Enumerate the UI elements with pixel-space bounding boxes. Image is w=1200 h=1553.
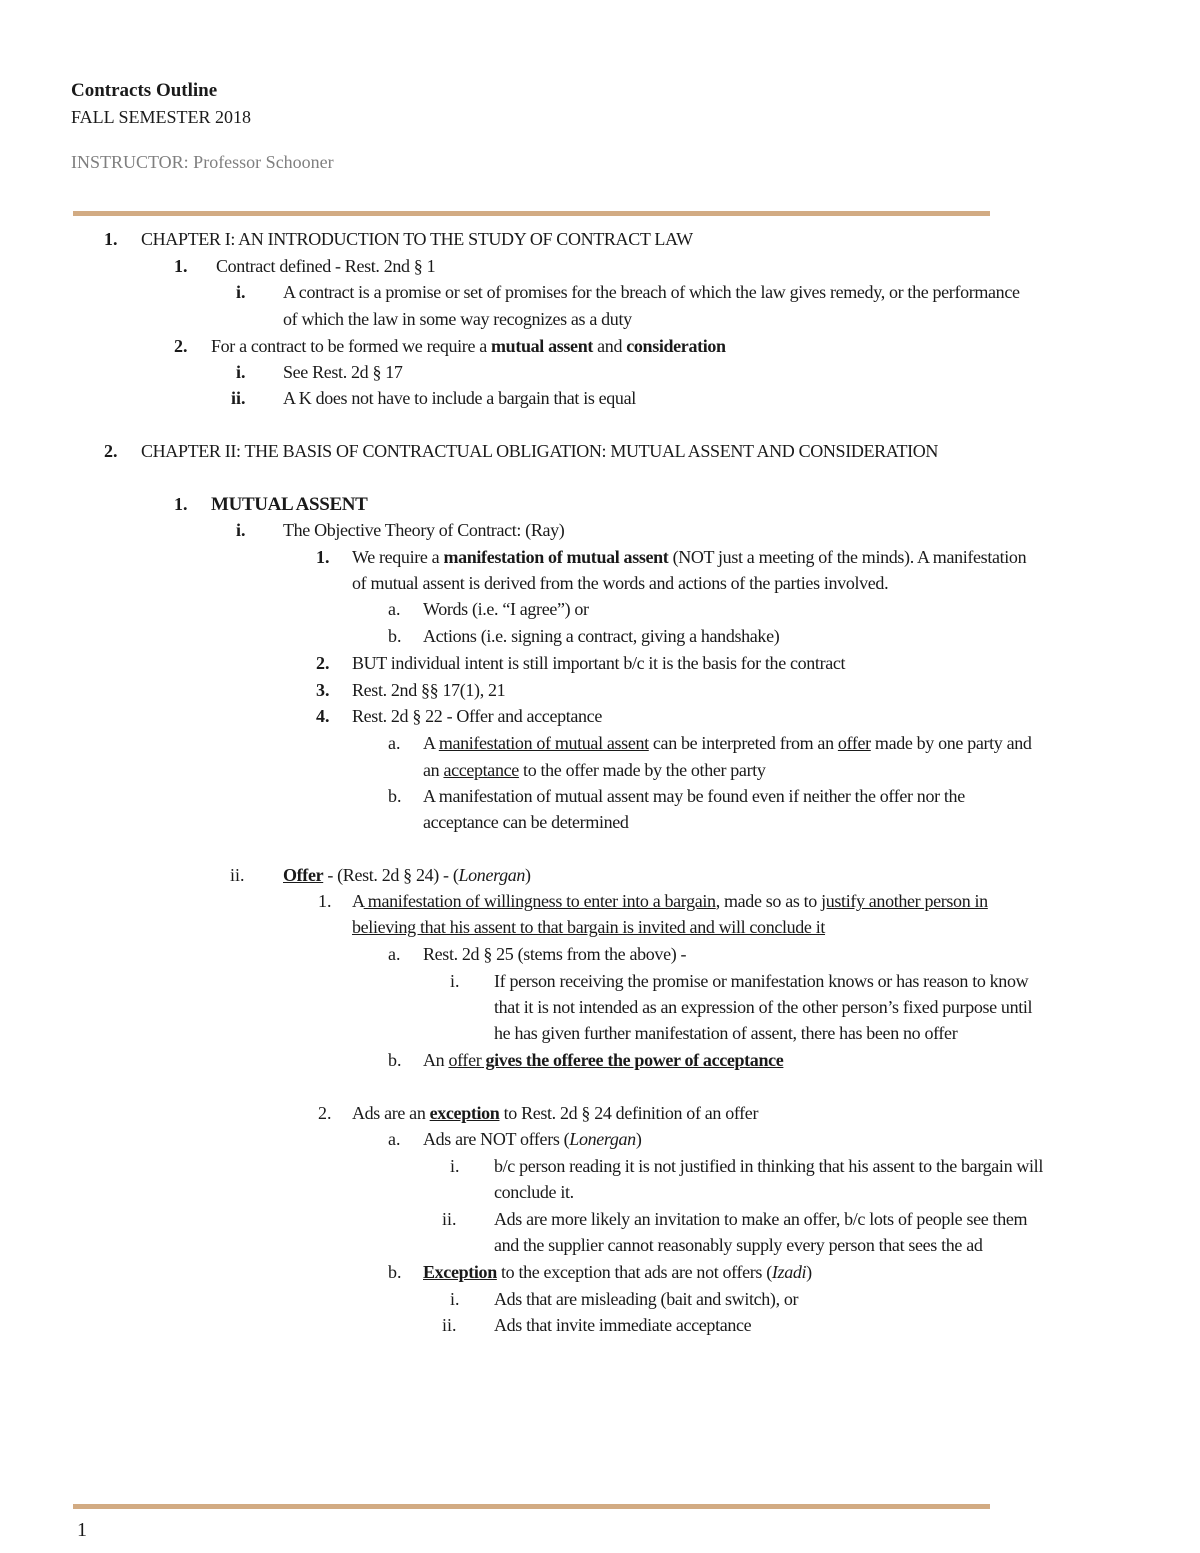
objective-point-4-b-line-1: A manifestation of mutual assent may be found even if neither the offer nor the [423, 786, 965, 806]
objective-point-1-b-letter: b. [388, 626, 402, 646]
offer-section-number: ii. [230, 865, 245, 885]
ch1-item-2-sub-1-number: i. [236, 362, 246, 382]
offer-point-1-pre: A [352, 891, 364, 911]
objective-point-4-number: 4. [316, 706, 330, 726]
offer-point-2-text [352, 1100, 758, 1127]
offer-point-2-a-i-line-1: b/c person reading it is not justified in thinking that his assent to the bargain will [494, 1156, 1043, 1176]
offer-section-title [283, 862, 531, 889]
offer-point-2-b-case: Izadi [771, 1262, 807, 1282]
objective-point-3-number: 3. [316, 680, 330, 700]
chapter-2-title: CHAPTER II: THE BASIS OF CONTRACTUAL OBLIGATION: MUTUAL ASSENT AND CONSIDERATION [141, 441, 939, 461]
offer-point-1-line-1 [352, 888, 988, 915]
ch1-item-2-text-pre: For a contract to be formed we require a [211, 336, 492, 356]
ch1-item-2-text-mid: and [593, 336, 627, 356]
offer-point-2-post: to Rest. 2d § 24 definition of an offer [499, 1103, 759, 1123]
offer-point-1-a-i-line-2: that it is not intended as an expression of the other person’s fixed purpose until [494, 997, 1033, 1017]
offer-point-2-b-letter: b. [388, 1262, 402, 1282]
offer-point-1-number: 1. [318, 891, 332, 911]
objective-point-1-number: 1. [316, 547, 330, 567]
offer-point-1-a-text: Rest. 2d § 25 (stems from the above) - [423, 944, 687, 964]
offer-point-1-b-text [423, 1047, 783, 1074]
point-4-a-line-2-underline: acceptance [443, 760, 519, 780]
objective-point-2-number: 2. [316, 653, 330, 673]
offer-point-2-b-ii-text: Ads that invite immediate acceptance [494, 1315, 752, 1335]
objective-point-1-pre: We require a [352, 547, 444, 567]
offer-point-1-b-underline: offer [448, 1050, 482, 1070]
mutual-assent-section-number: 1. [174, 494, 188, 514]
offer-point-1-line-2 [352, 914, 825, 941]
offer-point-1-a-i-line-1: If person receiving the promise or manifestation knows or has reason to know [494, 971, 1029, 991]
offer-point-1-a-i-number: i. [450, 971, 460, 991]
exception-to-exception-term: Exception [423, 1262, 497, 1282]
offer-point-1-a-i-line-3: he has given further manifestation of assent, there has been no offer [494, 1023, 958, 1043]
offer-point-2-a-letter: a. [388, 1129, 401, 1149]
ch1-item-2-text [211, 333, 726, 360]
offer-point-2-a-post: ) [635, 1129, 642, 1149]
ch1-item-1-sub-1-line-2: of which the law in some way recognizes as a duty [283, 309, 632, 329]
offer-point-2-a-i-number: i. [450, 1156, 460, 1176]
ch1-item-2-sub-2-number: ii. [231, 388, 246, 408]
offer-point-2-a-ii-line-2: and the supplier cannot reasonably supply every person that sees the ad [494, 1235, 983, 1255]
offer-point-2-number: 2. [318, 1103, 332, 1123]
ch1-item-1-text: Contract defined - Rest. 2nd § 1 [216, 256, 436, 276]
footer-divider [73, 1504, 990, 1509]
offer-title-term: Offer [283, 865, 324, 885]
semester-line: FALL SEMESTER 2018 [71, 107, 252, 127]
chapter-2-number: 2. [104, 441, 118, 461]
consideration-term: consideration [626, 336, 726, 356]
offer-point-1-line-2-underline: believing that his assent to that bargain is invited and will conclude it [352, 917, 826, 937]
offer-point-2-b-post: to the exception that ads are not offers ( [496, 1262, 772, 1282]
offer-point-2-a-case: Lonergan [569, 1129, 636, 1149]
header-divider [73, 211, 990, 216]
mutual-assent-section-title: MUTUAL ASSENT [211, 494, 368, 515]
offer-point-2-a-ii-line-1: Ads are more likely an invitation to make an offer, b/c lots of people see them [494, 1209, 1028, 1229]
ch1-item-1-sub-1-line-1: A contract is a promise or set of promises for the breach of which the law gives remedy, or the performance [283, 282, 1020, 302]
objective-point-4-b-letter: b. [388, 786, 402, 806]
point-4-a-underline-1: manifestation of mutual assent [438, 733, 649, 753]
document-title: Contracts Outline [71, 80, 218, 101]
ch1-item-1-sub-1-number: i. [236, 282, 246, 302]
objective-point-3-text: Rest. 2nd §§ 17(1), 21 [352, 680, 506, 700]
offer-case-lonergan: Lonergan [458, 865, 526, 885]
objective-point-4-a-letter: a. [388, 733, 401, 753]
objective-point-2-text: BUT individual intent is still important b/c it is the basis for the contract [352, 653, 846, 673]
ch1-item-2-sub-1-text: See Rest. 2d § 17 [283, 362, 403, 382]
offer-point-1-mid: , made so as to [715, 891, 822, 911]
offer-point-1-a-letter: a. [388, 944, 401, 964]
objective-point-1-post: (NOT just a meeting of the minds). A manifestation [668, 547, 1027, 567]
objective-point-1-a-letter: a. [388, 599, 401, 619]
offer-point-1-b-letter: b. [388, 1050, 402, 1070]
objective-point-4-a-line-2 [423, 757, 766, 784]
point-4-a-post: made by one party and [870, 733, 1032, 753]
offer-point-1-b-pre: An [423, 1050, 449, 1070]
point-4-a-line-2-post: to the offer made by the other party [518, 760, 766, 780]
ch1-item-2-sub-2-text: A K does not have to include a bargain that is equal [283, 388, 636, 408]
offer-point-2-b-i-text: Ads that are misleading (bait and switch), or [494, 1289, 799, 1309]
objective-point-1-line-1 [352, 544, 1026, 571]
objective-point-1-a-text: Words (i.e. “I agree”) or [423, 599, 589, 619]
offer-title-close: ) [525, 865, 531, 885]
page-number: 1 [77, 1519, 87, 1541]
objective-point-1-line-2: of mutual assent is derived from the words and actions of the parties involved. [352, 573, 889, 593]
offer-point-2-a-i-line-2: conclude it. [494, 1182, 574, 1202]
offer-point-2-b-i-number: i. [450, 1289, 460, 1309]
point-4-a-mid: can be interpreted from an [648, 733, 838, 753]
objective-point-4-a-line-1 [423, 730, 1032, 757]
offer-point-2-a-ii-number: ii. [442, 1209, 457, 1229]
instructor-line: INSTRUCTOR: Professor Schooner [71, 152, 334, 172]
chapter-1-title: CHAPTER I: AN INTRODUCTION TO THE STUDY OF CONTRACT LAW [141, 229, 693, 249]
exception-term: exception [429, 1103, 500, 1123]
point-4-a-line-2-pre: an [423, 760, 444, 780]
chapter-1-number: 1. [104, 229, 118, 249]
point-4-a-pre: A [423, 733, 439, 753]
ch1-item-2-number: 2. [174, 336, 188, 356]
offer-point-1-underline-1: manifestation of willingness to enter into a bargain [363, 891, 716, 911]
objective-theory-number: i. [236, 520, 246, 540]
offer-point-1-b-underline-bold: gives the offeree the power of acceptance [481, 1050, 784, 1070]
objective-point-1-b-text: Actions (i.e. signing a contract, giving a handshake) [423, 626, 780, 646]
offer-point-2-a-pre: Ads are NOT offers ( [423, 1129, 570, 1149]
ch1-item-1-number: 1. [174, 256, 188, 276]
objective-point-4-text: Rest. 2d § 22 - Offer and acceptance [352, 706, 602, 726]
offer-point-2-a-text [423, 1126, 642, 1153]
offer-point-2-b-end: ) [806, 1262, 812, 1282]
point-4-a-underline-2: offer [837, 733, 871, 753]
objective-theory-title: The Objective Theory of Contract: (Ray) [283, 520, 565, 540]
objective-point-1-bold: manifestation of mutual assent [443, 547, 669, 567]
mutual-assent-term: mutual assent [491, 336, 593, 356]
offer-title-ref: - (Rest. 2d § 24) - ( [323, 865, 459, 885]
offer-point-2-b-ii-number: ii. [442, 1315, 457, 1335]
offer-point-2-b-text [423, 1259, 812, 1286]
objective-point-4-b-line-2: acceptance can be determined [423, 812, 629, 832]
offer-point-2-pre: Ads are an [352, 1103, 430, 1123]
offer-point-1-underline-2: justify another person in [821, 891, 988, 911]
